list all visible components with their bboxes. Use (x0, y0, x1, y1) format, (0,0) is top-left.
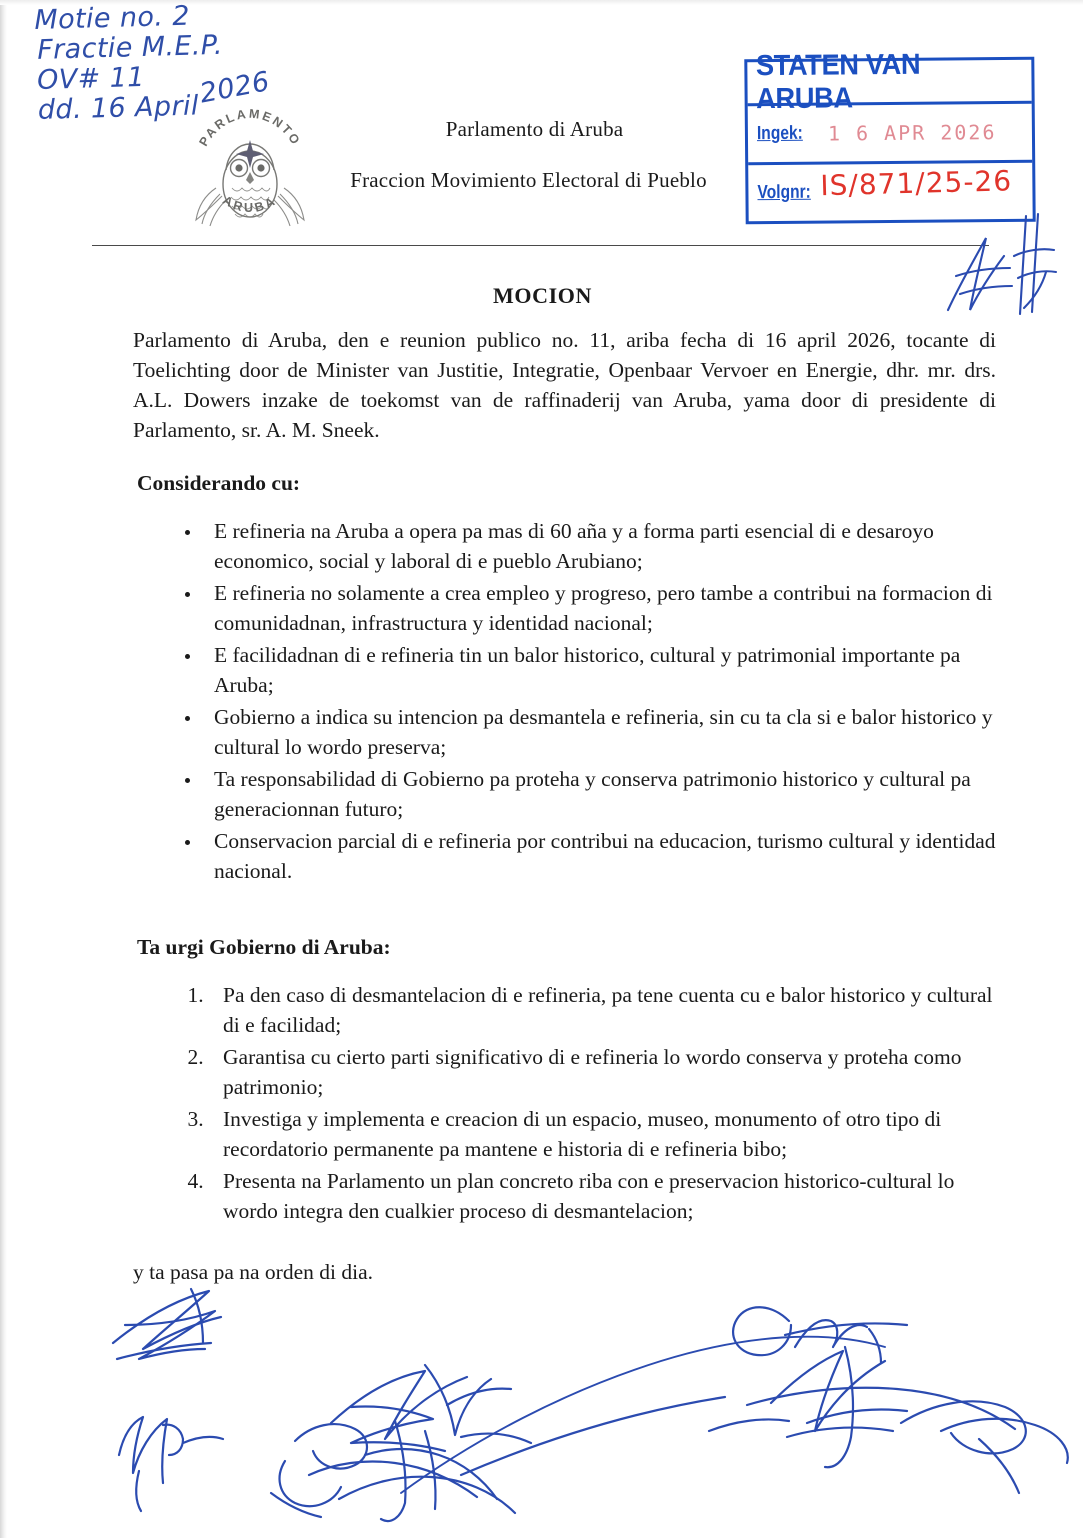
list-item: • Gobierno a indica su intencion pa desmantela e refineria, sin cu ta cla si e balor historico y cultural lo wordo preserva; (202, 702, 996, 762)
list-item: 2. Garantisa cu cierto parti significativo di e refineria lo wordo conserva y proteha como patrimonio; (209, 1042, 996, 1102)
signature-six (901, 1401, 1068, 1493)
stamp-sequence-label: Volgnr: (757, 181, 811, 204)
intro-paragraph: Parlamento di Aruba, den e reunion publico no. 11, ariba fecha di 16 april 2026, tocante di Toelichting door de Minister van Justitie, Integratie, Openbaar Vervoer en Energie, dhr. mr. drs. A.L. Dowers inzake de toekomst van de raffinaderij van Aruba, yama door di presidente di Parlamento, sr. A. M. Sneek. (133, 328, 996, 442)
urgi-heading: Ta urgi Gobierno di Aruba: (137, 935, 391, 959)
header-organization: Parlamento di Aruba (445, 117, 624, 141)
signature-one (113, 1289, 221, 1359)
list-item: 4. Presenta na Parlamento un plan concreto riba con e preservacion historico-cultural lo wordo integra den cualkier proceso di desmantelacion; (209, 1166, 996, 1226)
svg-text:ARUBA: ARUBA (220, 193, 280, 216)
list-item: • E refineria na Aruba a opera pa mas di 60 aña y a forma parti esencial di e desaroyo economico, social y laboral di e pueblo Arubiano; (202, 516, 996, 576)
considerando-section (133, 468, 996, 888)
header-divider (92, 245, 989, 246)
considerando-list (133, 516, 996, 886)
signature-two (119, 1417, 223, 1511)
handwritten-line-date: dd. 16 April (37, 90, 200, 126)
stamp-received-date: 1 6 APR 2026 (827, 120, 997, 146)
handwritten-line-fractie: Fractie M.E.P. (36, 29, 224, 66)
considerando-heading: Considerando cu: (137, 471, 301, 495)
list-item: 3. Investiga y implementa e creacion di un espacio, museo, monumento of otro tipo di recordatorio permanente pa mantene e historia di e refineria bibo; (209, 1104, 996, 1164)
signature-three (280, 1365, 531, 1521)
list-item: • E refineria no solamente a crea empleo y progreso, pero tambe a contribui na formacion di comunidadnan, infrastructura y identidad nacional; (202, 578, 996, 638)
signature-five (747, 1347, 1015, 1467)
urgi-list (133, 980, 996, 1226)
list-item: 1. Pa den caso di desmantelacion di e refineria, pa tene cuenta cu e balor historico y cultural di e facilidad; (209, 980, 996, 1040)
signature-four (733, 1307, 907, 1363)
stamp-sequence-value: IS/871/25-26 (819, 164, 1013, 203)
svg-text:PARLAMENTO: PARLAMENTO (196, 106, 304, 149)
stamp-title-text: STATEN VAN ARUBA (755, 48, 921, 115)
scan-edge-left (0, 0, 7, 1538)
stamp-received-label: Ingek: (756, 122, 803, 145)
list-item: • Ta responsabilidad di Gobierno pa proteha y conserva patrimonio historico y cultural pa generacionnan futuro; (202, 764, 996, 824)
list-item: • E facilidadnan di e refineria tin un balor historico, cultural y patrimonial importante pa Aruba; (202, 640, 996, 700)
signature-sweep (401, 1337, 885, 1493)
document-title: MOCION (493, 283, 592, 308)
urgi-section (133, 932, 996, 1228)
stamp-title-row (747, 48, 1031, 115)
stamp-received-row (748, 104, 1033, 165)
handwritten-line-motie: Motie no. 2 (33, 0, 191, 36)
list-item: • Conservacion parcial di e refineria por contribui na educacion, turismo cultural y identidad nacional. (202, 826, 996, 886)
handwritten-line-ov: OV# 11 (36, 61, 146, 96)
header-faction: Fraccion Movimiento Electoral di Pueblo (350, 168, 707, 192)
closing-line: y ta pasa pa na orden di dia. (133, 1260, 373, 1284)
handwritten-year: 2026 (197, 66, 273, 110)
